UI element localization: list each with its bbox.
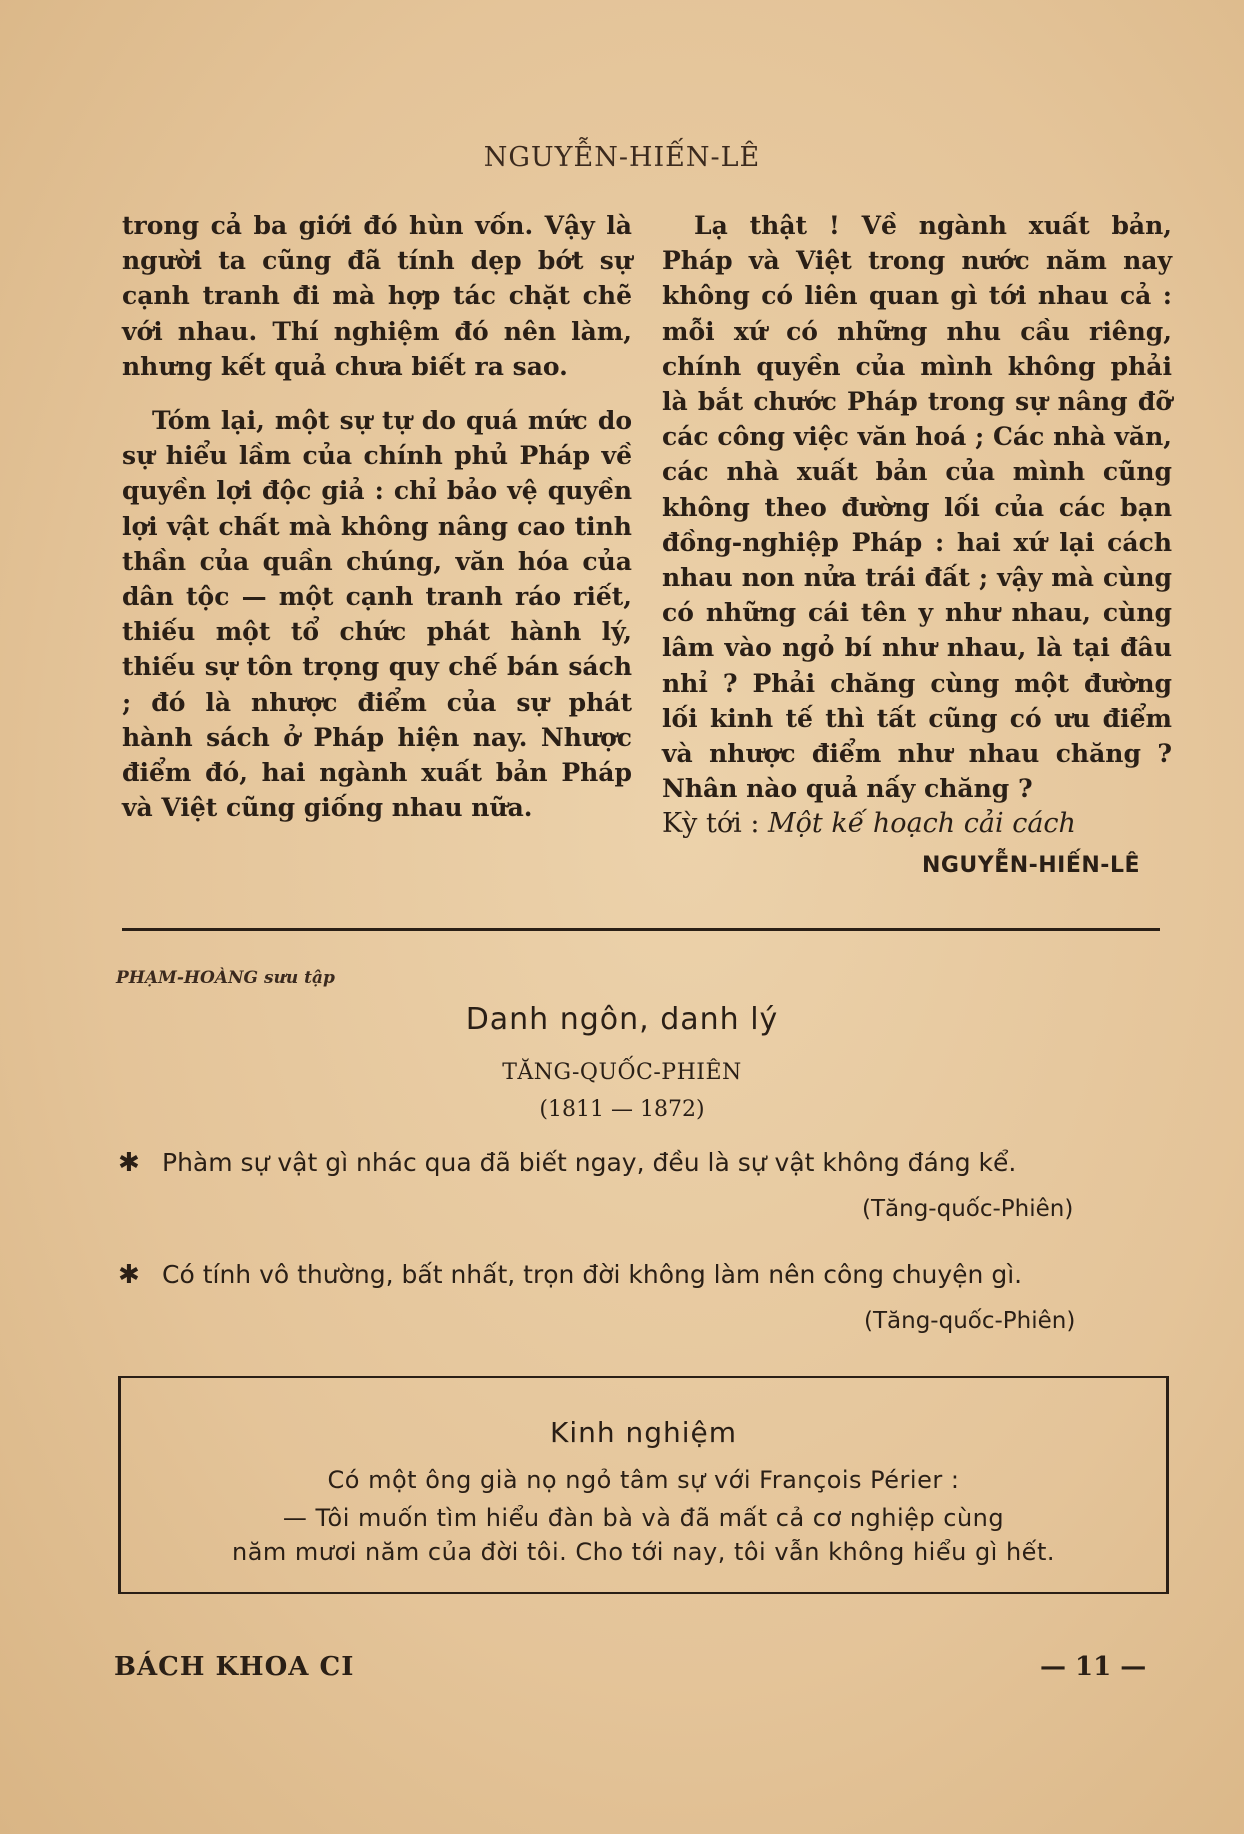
page-number: — 11 — [1040,1652,1147,1682]
star-icon: ✱ [118,1148,140,1178]
maxim-source: (Tăng-quốc-Phiên) [864,1308,1076,1334]
maxim-item [118,1260,1168,1290]
journal-name: BÁCH KHOA CI [114,1652,355,1682]
quoted-author: TĂNG-QUỐC-PHIÊN [502,1060,742,1085]
collector-credit: PHẠM-HOÀNG sưu tập [116,968,335,988]
paragraph: Tóm lại, một sự tự do quá mức do sự hiểu lầm của chính phủ Pháp về quyền lợi độc giả : chỉ bảo vệ quyền lợi vật chất mà không nâng cao tinh thần của quần chúng, văn hóa của dân tộc — một cạnh tranh ráo riết, thiếu một tổ chức phát hành lý, thiếu sự tôn trọng quy chế bán sách ; đó là nhược điểm của sự phát hành sách ở Pháp hiện nay. Nhược điểm đó, hai ngành xuất bản Pháp và Việt cũng giống nhau nữa. [122,406,632,823]
box-line: Có một ông già nọ ngỏ tâm sự với François Périer : [327,1466,960,1494]
box-title: Kinh nghiệm [549,1416,738,1449]
next-title: Một kế hoạch cải cách [768,808,1076,840]
next-issue-note [662,806,1172,841]
paragraph: trong cả ba giới đó hùn vốn. Vậy là người ta cũng đã tính dẹp bớt sự cạnh tranh đi mà hợp tác chặt chẽ với nhau. Thí nghiệm đó nên làm, nhưng kết quả chưa biết ra sao. [122,211,632,381]
next-prefix: Kỳ tới : [662,808,760,840]
author-years: (1811 — 1872) [539,1097,705,1122]
paragraph: Lạ thật ! Về ngành xuất bản, Pháp và Việt trong nước năm nay không có liên quan gì tới nhau cả : mỗi xứ có những nhu cầu riêng, chính quyền của mình không phải là bắt chước Pháp trong sự nâng đỡ các công việc văn hoá ; Các nhà văn, các nhà xuất bản của mình cũng không theo đường lối của các bạn đồng-nghiệp Pháp : hai xứ lại cách nhau non nửa trái đất ; vậy mà cùng có những cái tên y như nhau, cùng lâm vào ngỏ bí như nhau, là tại đâu nhỉ ? Phải chăng cùng một đường lối kinh tế thì tất cũng có ưu điểm và nhược điểm như nhau chăng ? Nhân nào quả nấy chăng ? [662,211,1172,804]
running-title: NGUYỄN-HIẾN-LÊ [483,142,761,173]
anecdote-box [118,1376,1169,1594]
section-title: Danh ngôn, danh lý [465,1002,779,1037]
maxim-item [118,1148,1168,1178]
right-column [662,208,1172,883]
box-line: — Tôi muốn tìm hiểu đàn bà và đã mất cả cơ nghiệp cùng [282,1504,1005,1532]
box-line: năm mươi năm của đời tôi. Cho tới nay, tôi vẫn không hiểu gì hết. [232,1538,1055,1566]
maxim-text: Có tính vô thường, bất nhất, trọn đời không làm nên công chuyện gì. [162,1260,1023,1289]
section-divider [122,928,1160,931]
maxim-text: Phàm sự vật gì nhác qua đã biết ngay, đều là sự vật không đáng kể. [162,1148,1017,1177]
article-signature: NGUYỄN-HIẾN-LÊ [921,852,1140,878]
maxim-source: (Tăng-quốc-Phiên) [862,1196,1074,1222]
star-icon: ✱ [118,1260,140,1290]
left-column [122,208,632,825]
